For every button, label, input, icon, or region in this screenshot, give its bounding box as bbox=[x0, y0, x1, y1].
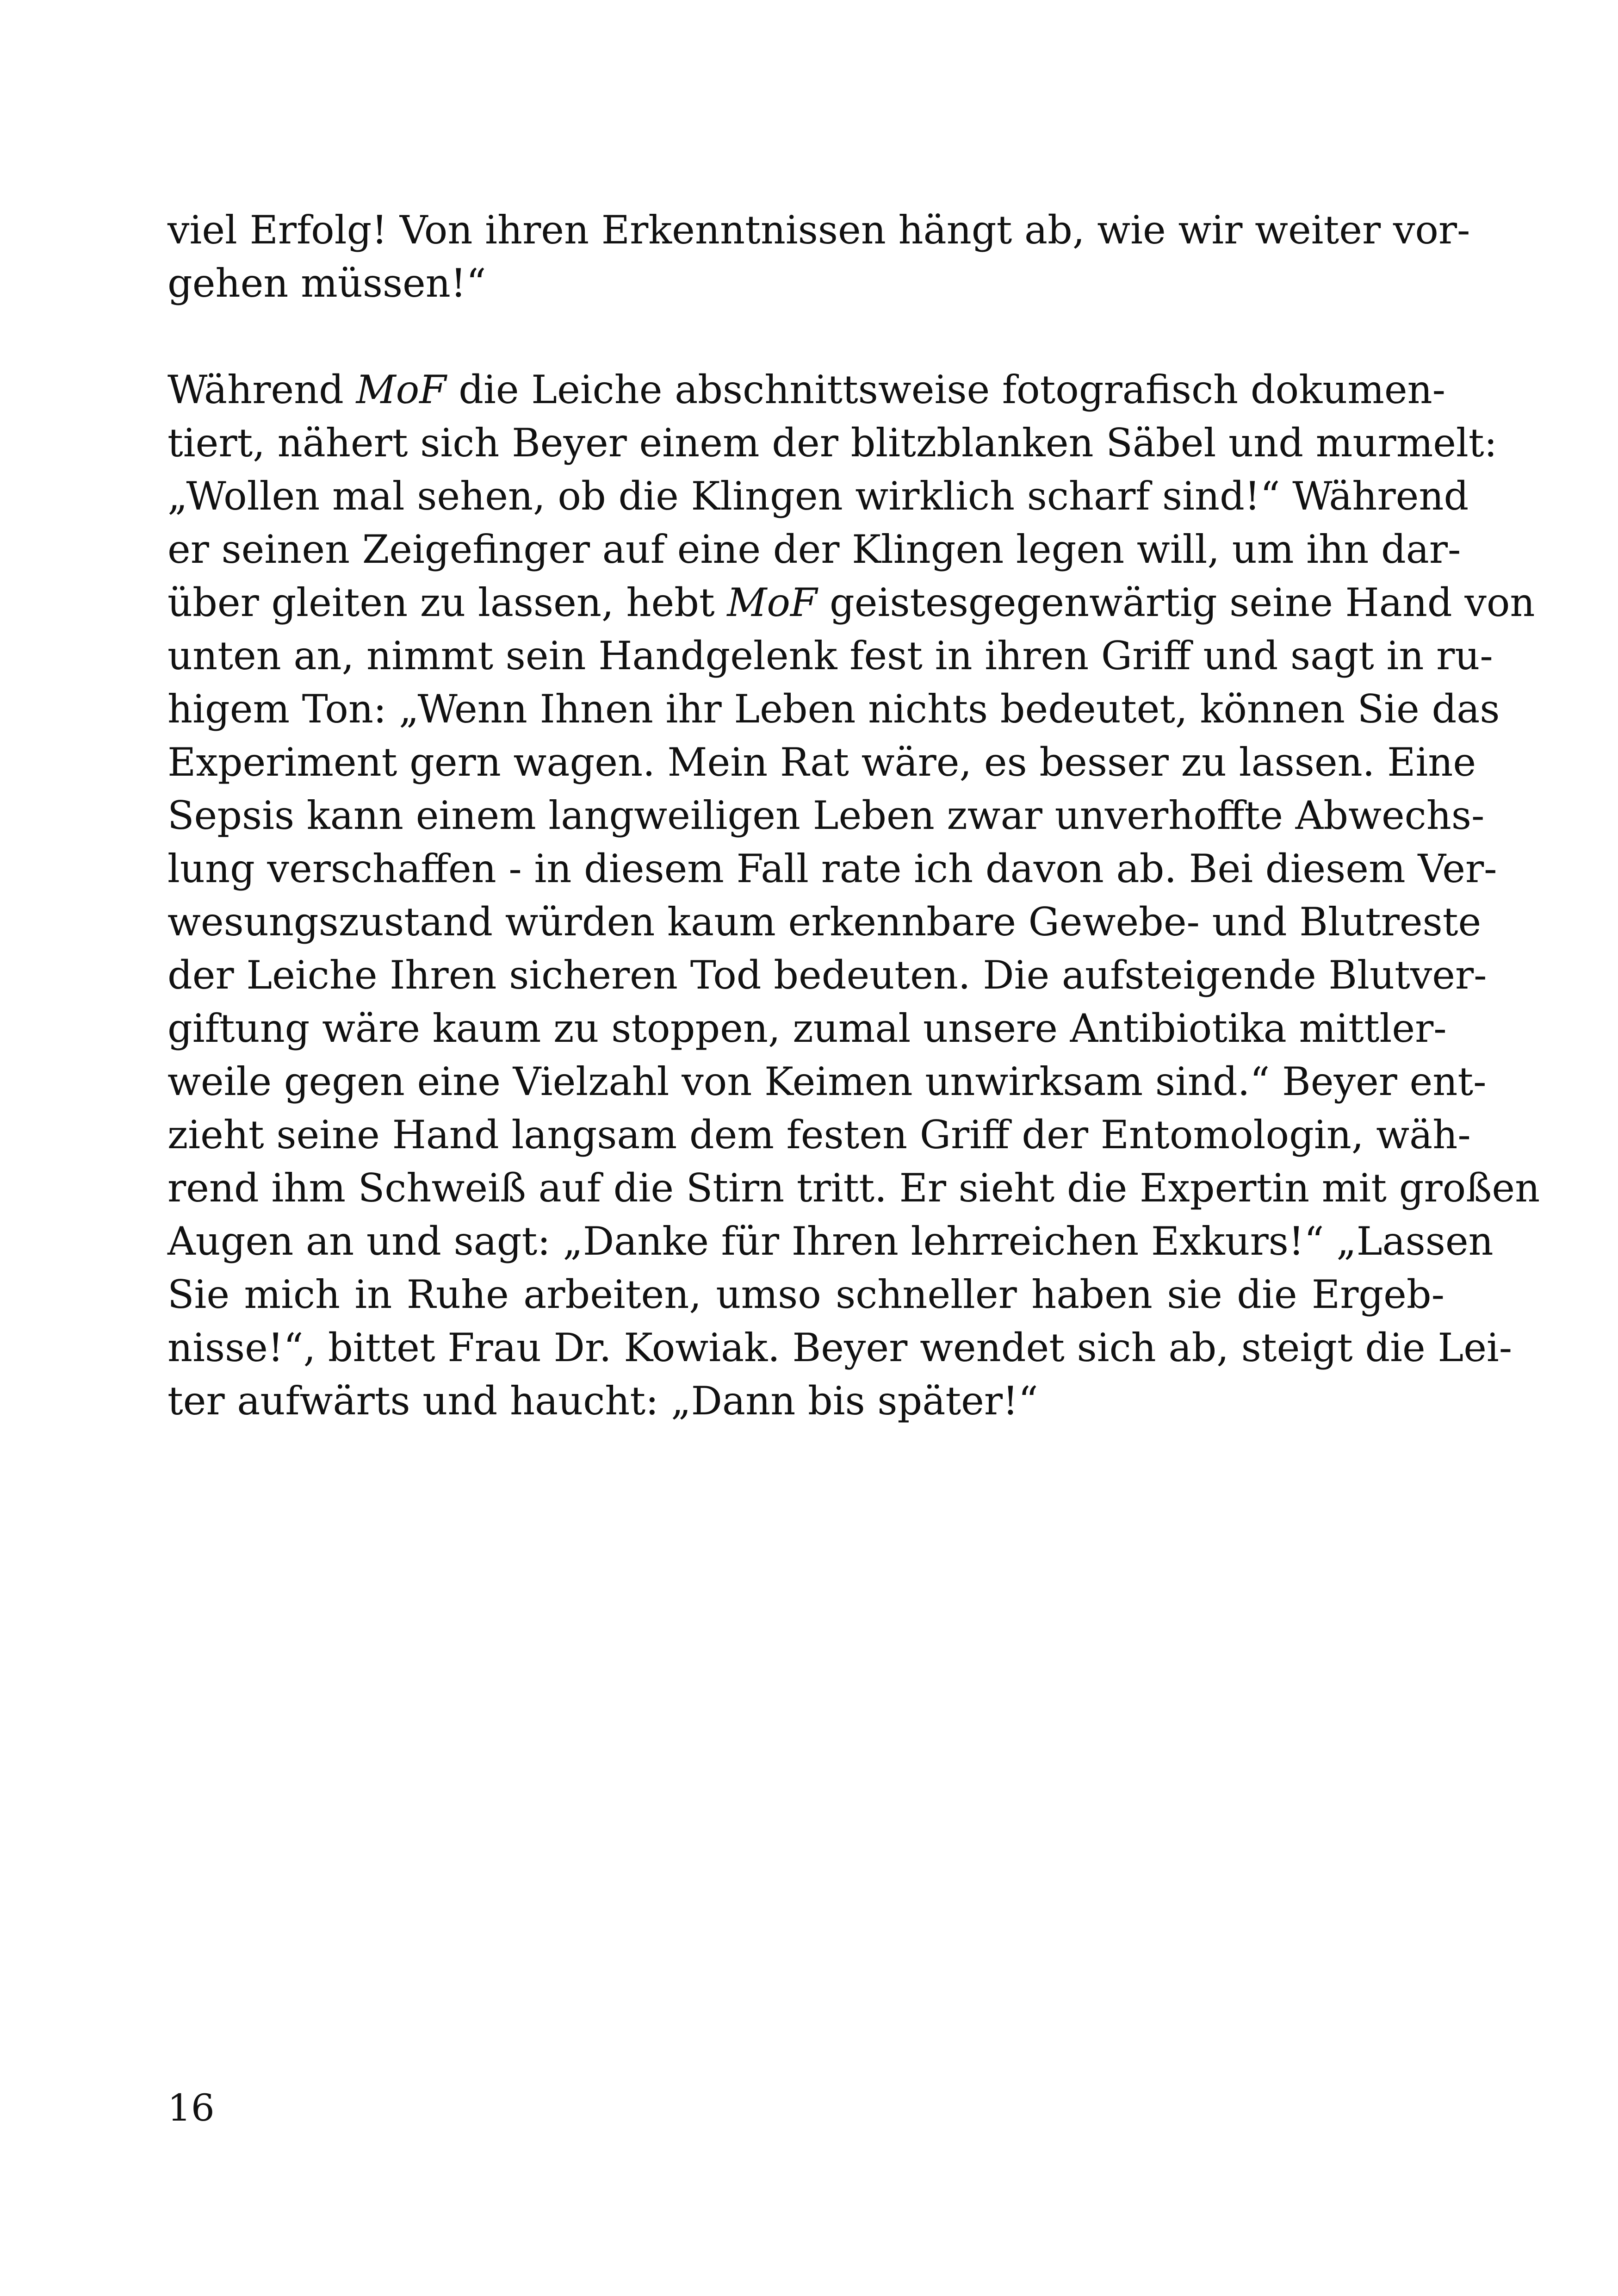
text-line: wesungszustand würden kaum erkennbare Gewebe- und Blutreste bbox=[167, 899, 1482, 945]
text-line: ter aufwärts und haucht: „Dann bis später!“ bbox=[167, 1378, 1038, 1424]
text-line: Augen an und sagt: „Danke für Ihren lehrreichen Exkurs!“ „Lassen bbox=[167, 1219, 1494, 1264]
text-segment: geistesgegenwärtig seine Hand von bbox=[817, 580, 1535, 625]
text-line bbox=[167, 576, 1535, 629]
text-line: nisse!“, bittet Frau Dr. Kowiak. Beyer wendet sich ab, steigt die Lei- bbox=[167, 1325, 1513, 1370]
text-segment: die Leiche abschnittsweise fotografisch dokumen- bbox=[446, 367, 1446, 412]
text-line: giftung wäre kaum zu stoppen, zumal unsere Antibiotika mittler- bbox=[167, 1006, 1447, 1051]
text-line: higem Ton: „Wenn Ihnen ihr Leben nichts bedeutet, können Sie das bbox=[167, 686, 1500, 732]
page-number: 16 bbox=[167, 2086, 215, 2129]
text-line: Sepsis kann einem langweiligen Leben zwar unverhoffte Abwechs- bbox=[167, 793, 1485, 838]
text-line: zieht seine Hand langsam dem festen Griff der Entomologin, wäh- bbox=[167, 1112, 1471, 1157]
text-line: rend ihm Schweiß auf die Stirn tritt. Er sieht die Expertin mit großen bbox=[167, 1165, 1540, 1211]
text-line: Experiment gern wagen. Mein Rat wäre, es besser zu lassen. Eine bbox=[167, 740, 1476, 785]
text-segment: Während bbox=[167, 367, 356, 412]
paragraph-gap bbox=[167, 310, 1444, 363]
text-line: der Leiche Ihren sicheren Tod bedeuten. Die aufsteigende Blutver- bbox=[167, 952, 1487, 998]
text-line: tiert, nähert sich Beyer einem der blitzblanken Säbel und murmelt: bbox=[167, 420, 1497, 466]
text-line: weile gegen eine Vielzahl von Keimen unwirksam sind.“ Beyer ent- bbox=[167, 1059, 1487, 1104]
italic-name: MoF bbox=[356, 367, 446, 412]
text-line: viel Erfolg! Von ihren Erkenntnissen hängt ab, wie wir weiter vor- bbox=[167, 207, 1470, 253]
text-line: „Wollen mal sehen, ob die Klingen wirklich scharf sind!“ Während bbox=[167, 473, 1469, 519]
text-line: Sie mich in Ruhe arbeiten, umso schneller haben sie die Ergeb- bbox=[167, 1272, 1444, 1317]
text-line bbox=[167, 363, 1444, 417]
text-line: er seinen Zeigefinger auf eine der Klingen legen will, um ihn dar- bbox=[167, 527, 1461, 572]
text-line: gehen müssen!“ bbox=[167, 261, 486, 306]
text-line: unten an, nimmt sein Handgelenk fest in ihren Griff und sagt in ru- bbox=[167, 633, 1493, 678]
body-text bbox=[167, 204, 1540, 1428]
italic-name: MoF bbox=[727, 580, 818, 625]
text-line: lung verschaffen - in diesem Fall rate ich davon ab. Bei diesem Ver- bbox=[167, 846, 1497, 891]
text-segment: über gleiten zu lassen, hebt bbox=[167, 580, 727, 625]
